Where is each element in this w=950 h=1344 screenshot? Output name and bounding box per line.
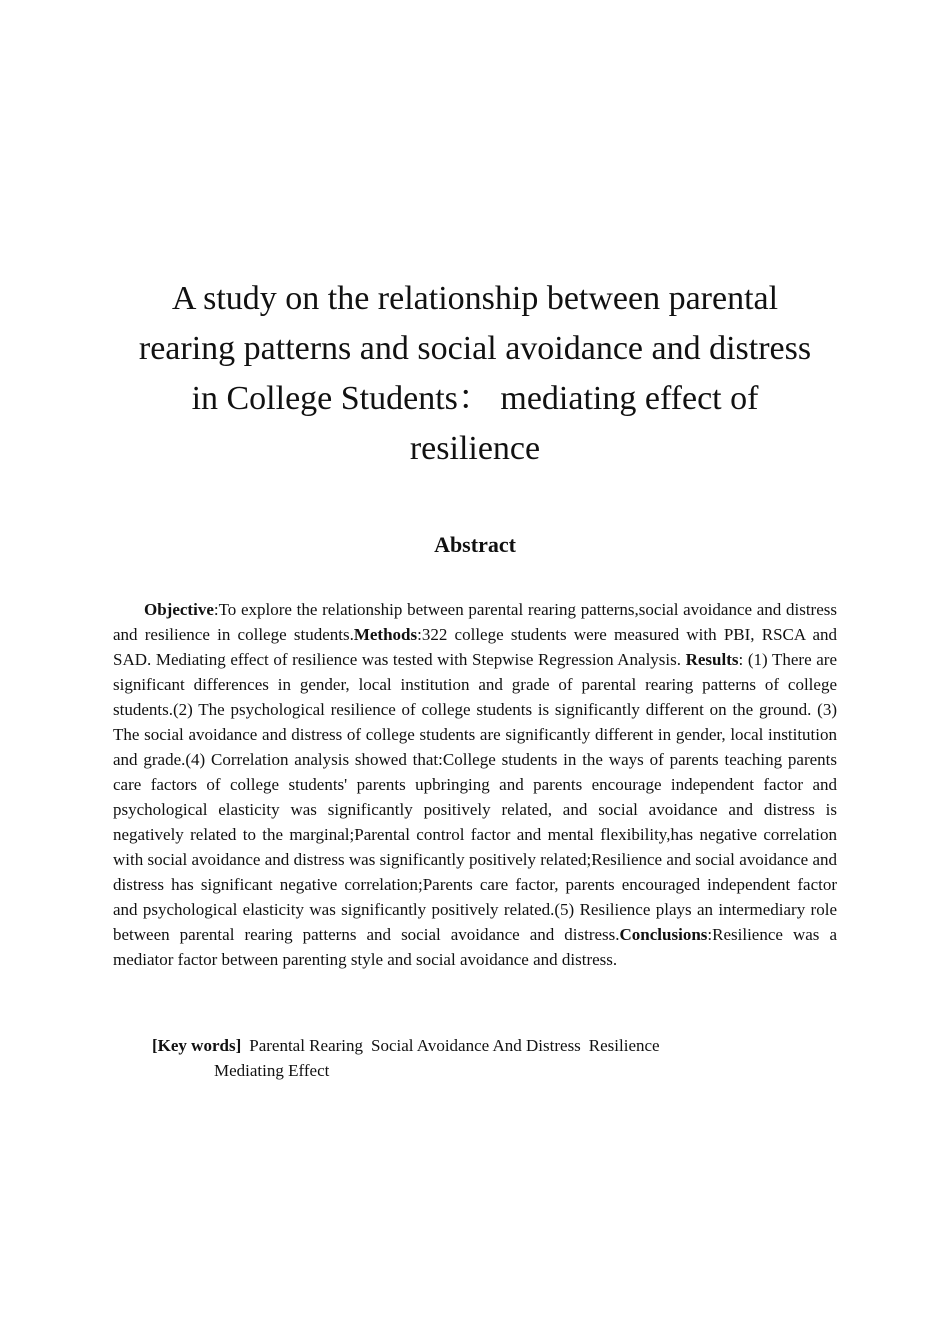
keywords-label: [Key words] bbox=[152, 1036, 242, 1055]
objective-text: :To explore the relationship between parental rearing patterns,social avoidance and distress and resilience in college students. bbox=[113, 600, 837, 644]
results-text: : (1) There are significant differences in gender, local institution and grade of parental rearing patterns of college students.(2) The psychological resilience of college students is significantly different on the ground. (3) The social avoidance and distress of college students are significantly different in gender, local institution and grade.(4) Correlation analysis showed that:College students in the ways of parents teaching parents care factors of college students' parents upbringing and parents encourage independent factor and psychological elasticity was significantly positively related, and social avoidance and distress is negatively related to the marginal;Parental control factor and mental flexibility,has negative correlation with social avoidance and distress was significantly positively related;Resilience and social avoidance and distress has significant negative correlation;Parents care factor, parents encouraged independent factor and psychological elasticity was significantly positively related.(5) Resilience plays an intermediary role between parental rearing patterns and social avoidance and distress. bbox=[113, 650, 837, 944]
keyword-item: Parental Rearing bbox=[249, 1036, 363, 1055]
abstract-heading: Abstract bbox=[434, 532, 516, 557]
keywords bbox=[152, 1033, 772, 1083]
results-label: Results bbox=[685, 650, 739, 669]
conclusions-text: :Resilience was a mediator factor between parenting style and social avoidance and distress. bbox=[113, 925, 837, 969]
methods-label: Methods bbox=[353, 625, 418, 644]
conclusions-label: Conclusions bbox=[619, 925, 708, 944]
paper-title bbox=[100, 274, 850, 474]
keyword-item: Resilience bbox=[588, 1036, 660, 1055]
keyword-item: Social Avoidance And Distress bbox=[371, 1036, 581, 1055]
title-line: A study on the relationship between parental bbox=[171, 280, 779, 317]
title-line: rearing patterns and social avoidance and distress bbox=[138, 330, 812, 367]
methods-text: :322 college students were measured with PBI, RSCA and SAD. Mediating effect of resilience was tested with Stepwise Regression Analysis. bbox=[113, 625, 837, 669]
keyword-item: Mediating Effect bbox=[214, 1061, 330, 1080]
title-line: in College Students： mediating effect of bbox=[191, 380, 759, 417]
title-line: resilience bbox=[409, 430, 541, 467]
abstract-body bbox=[113, 597, 837, 972]
objective-label: Objective bbox=[144, 600, 214, 619]
